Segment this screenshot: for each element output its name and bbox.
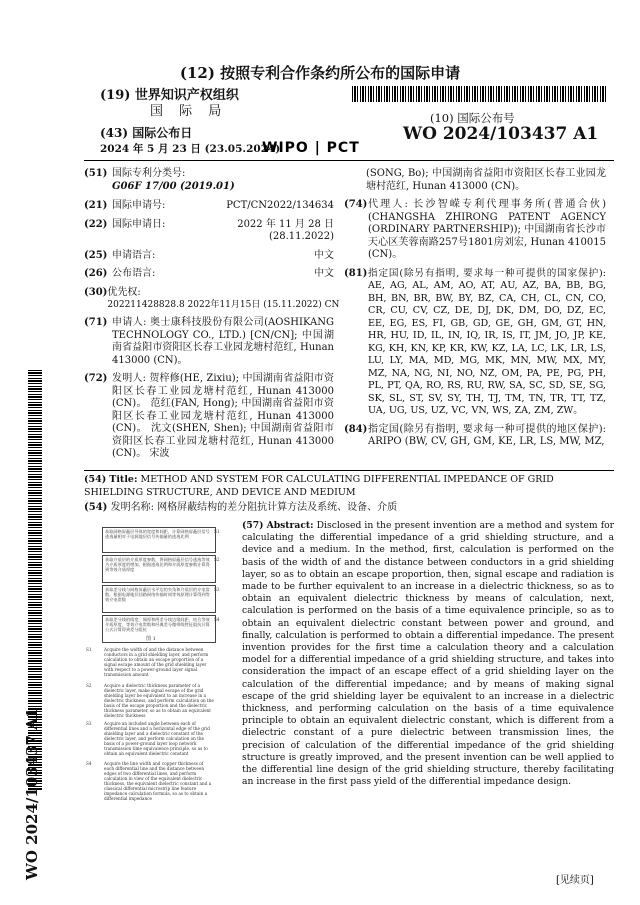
step-text: Acquire the width of and the distance between conductors in a grid shielding layer, and perform calculation to obtain an escape proportion of a signal escape amount of the grid shielding layer with respect to a power-ground layer signal transmission amount bbox=[104, 647, 209, 677]
publication-number-label: (10) 国际公布号 bbox=[430, 111, 515, 125]
field-84 bbox=[344, 424, 606, 449]
field-value: 长沙智嵘专利代理事务所(普通合伙) (CHANGSHA ZHIRONG PATENT AGENCY (ORDINARY PARTNERSHIP)); 中国湖南省长沙市天心区芙蓉南路257号1801房刘宏, Hunan 410015 (CN)。 bbox=[368, 199, 606, 260]
field-label: 国际专利分类号: bbox=[112, 168, 186, 179]
left-field-column bbox=[84, 168, 340, 461]
flowchart-box-label: S4 bbox=[214, 617, 220, 622]
field-value: PCT/CN2022/134634 bbox=[226, 200, 334, 211]
flowchart-box-label: S3 bbox=[214, 587, 220, 592]
continued-on-next-page: [见续页] bbox=[556, 875, 594, 886]
flowchart-box bbox=[102, 585, 216, 613]
title-value: 网格屏蔽结构的差分阻抗计算方法及系统、设备、介质 bbox=[157, 502, 398, 513]
field-label: 发明人: bbox=[112, 373, 146, 384]
figure-caption: 图 1 bbox=[146, 636, 156, 642]
field-label: 申请语言: bbox=[112, 249, 156, 261]
field-label: 国际申请日: bbox=[112, 218, 166, 230]
field-code: (22) bbox=[84, 218, 108, 230]
field-code: (26) bbox=[84, 268, 108, 279]
field-code: (21) bbox=[84, 200, 108, 211]
flowchart-box bbox=[102, 615, 216, 643]
field-51 bbox=[84, 168, 334, 193]
step-id: S1 bbox=[86, 647, 92, 652]
field-value: 中文 bbox=[314, 268, 334, 279]
field-30 bbox=[84, 286, 340, 312]
field-code: (81) bbox=[344, 267, 368, 279]
field-value: 奥士康科技股份有限公司(AOSHIKANG TECHNOLOGY CO., LTD.) [CN/CN]; 中国湖南省益阳市资阳区长春工业园龙塘村范红, Hunan 413000 (CN)。 bbox=[112, 317, 334, 366]
step-id: S3 bbox=[86, 721, 92, 726]
title-label: 发明名称: bbox=[110, 502, 154, 513]
publication-date-label: (43) 国际公布日 bbox=[100, 126, 193, 140]
organization-name: (19) 世界知识产权组织 bbox=[100, 88, 239, 103]
field-code: (51) bbox=[84, 168, 108, 179]
flowchart-box bbox=[102, 555, 216, 583]
step-text: Acquire an included angle between each of differential lines and a horizontal edge of the grid shielding layer and a dielectric constant of the dielectric layer, and perform calculation on the basis of a power-ground layer loop network transmission time equivalence principle, so as to obtain an equivalent dielectric constant bbox=[104, 721, 210, 756]
title-divider bbox=[84, 470, 614, 471]
field-22 bbox=[84, 219, 334, 244]
field-value: 202211428828.8 2022年11月15日 (15.11.2022) CN bbox=[107, 300, 340, 310]
field-code: (74) bbox=[344, 199, 368, 210]
header-divider bbox=[84, 160, 614, 161]
side-publication-number-text: WO 2024/103437 A1 bbox=[23, 707, 41, 880]
field-code: (71) bbox=[84, 317, 108, 328]
field-value: G06F 17/00 (2019.01) bbox=[112, 180, 235, 192]
side-publication-number bbox=[23, 707, 47, 880]
field-value: AE, AG, AL, AM, AO, AT, AU, AZ, BA, BB, BG, BH, BN, BR, BW, BY, BZ, CA, CH, CL, CN, CO, CR, CU, CV, CZ, DE, DJ, DK, DM, DO, DZ, EC, EE, EG, ES, FI, GB, GD, GE, GH, GM, GT, HN, HR, HU, ID, IL, IN, IQ, IR, IS, IT, JM, JO, JP, KE, KG, KH, KN, KP, KR, KW, KZ, LA, LC, LK, LR, LS, LU, LY, MA, MD, MG, MK, MN, MW, MX, MY, MZ, NA, NG, NI, NO, NZ, OM, PA, PE, PG, PH, PL, PT, QA, RO, RS, RU, RW, SA, SC, SD, SE, SG, SK, SL, ST, SV, SY, TH, TJ, TM, TN, TR, TT, TZ, UA, UG, US, UZ, VC, VN, WS, ZA, ZM, ZW。 bbox=[368, 280, 606, 416]
title-code: (54) bbox=[84, 502, 108, 513]
field-71 bbox=[84, 317, 334, 367]
title-english bbox=[84, 474, 612, 499]
field-label: 指定国(除另有指明, 要求每一种可提供的地区保护): bbox=[368, 423, 606, 435]
field-code: (84) bbox=[344, 423, 368, 435]
publication-date: 2024 年 5 月 23 日 (23.05.2024) bbox=[100, 143, 281, 155]
field-81 bbox=[344, 268, 606, 418]
field-26 bbox=[84, 268, 334, 281]
field-value: ARIPO (BW, CV, GH, GM, KE, LR, LS, MW, MZ, bbox=[368, 436, 605, 447]
field-21 bbox=[84, 200, 334, 213]
field-value: 2022 年 11 月 28 日 (28.11.2022) bbox=[237, 218, 334, 242]
field-value: 贺梓修(HE, Zixiu); 中国湖南省益阳市资阳区长春工业园龙塘村范红, Hunan 413000 (CN)。 范红(FAN, Hong); 中国湖南省益阳市资阳区长春工业园龙塘村范红, Hunan 413000 (CN)。 沈文(SHEN, Shen); 中国湖南省益阳市资阳区长春工业园龙塘村范红, Hunan 413000 (CN)。 宋波 bbox=[112, 373, 334, 459]
field-code: (25) bbox=[84, 249, 108, 261]
field-72-continued bbox=[344, 168, 606, 193]
wipo-logo-icon bbox=[262, 137, 366, 157]
publication-number: WO 2024/103437 A1 bbox=[403, 124, 599, 144]
abstract-text: Disclosed in the present invention are a method and system for calculating the differential impedance of a grid shielding structure, and a device and a medium. In the method, first, calculation is performed on the basis of the width of and the distance between conductors in a grid shielding layer, so as to obtain an escape proportion, then, signal escape and radiation is made to be further equivalent to an increase in a dielectric thickness, so as to obtain an equivalent dielectric thickness by means of calculation, next, calculation is performed on the basis of a time equivalence principle, so as to obtain an equivalent dielectric constant between power and ground, and finally, calculation is performed to obtain a differential impedance. The present invention provides for the first time a calculation theory and a calculation model for a differential impedance of a grid shielding structure, and takes into consideration the impact of an escape effect of a grid shielding layer on the calculation of the differential impedance; and by means of making signal escape of the grid shielding layer be equivalent to an increase in a dielectric thickness, and performing calculation on the basis of a time equivalence principle to obtain an equivalent dielectric constant, which is different from a dielectric constant of a pure dielectric between transmission lines, the precision of calculation of the differential impedance of the grid shielding structure is greatly improved, and the present invention can be well applied to the differential line design of the grid shielding structure, thereby facilitating an increase in the first pass yield of the differential impedance design. bbox=[242, 520, 615, 788]
field-label: 指定国(除另有指明, 要求每一种可提供的国家保护): bbox=[368, 267, 606, 279]
step-id: S4 bbox=[86, 761, 92, 766]
field-value: 中文 bbox=[314, 249, 334, 261]
field-72 bbox=[84, 373, 334, 461]
flowchart-box bbox=[102, 527, 216, 553]
field-74 bbox=[344, 199, 606, 262]
field-label: 国际申请号: bbox=[112, 200, 166, 211]
step-text: Acquire a dielectric thickness parameter of a dielectric layer, make signal escape of the grid shielding layer be equivalent to an increase in a dielectric thickness, and perform calculation on the basis of the escape proportion and the dielectric thickness parameter, so as to obtain an equivalent dielectric thickness bbox=[104, 683, 214, 718]
title-chinese bbox=[84, 502, 612, 515]
top-barcode-icon bbox=[352, 86, 606, 102]
abstract-label: Abstract: bbox=[266, 520, 314, 531]
title-label: Title: bbox=[109, 474, 138, 485]
document-kind-title: (12) 按照专利合作条约所公布的国际申请 bbox=[179, 64, 461, 82]
step-text: Acquire the line width and copper thickness of each differential line and the distance between edges of two differential lines, and perform calculation in view of the equivalent dielectric thickness, the equivalent dielectric constant and a classical differential microstrip line feature impedance calculation formula, so as to obtain a differential impedance bbox=[104, 761, 212, 801]
field-code: (72) bbox=[84, 373, 108, 384]
wipo-logo-text: WIPO | PCT bbox=[262, 140, 360, 156]
field-label: 优先权: bbox=[107, 286, 141, 298]
step-id: S2 bbox=[86, 683, 92, 688]
title-code: (54) bbox=[84, 474, 107, 485]
field-value: (SONG, Bo); 中国湖南省益阳市资阳区长春工业园龙塘村范红, Hunan 413000 (CN)。 bbox=[366, 168, 606, 192]
abstract bbox=[242, 520, 614, 788]
abstract-figure bbox=[86, 525, 234, 810]
flowchart-box-label: S1 bbox=[214, 529, 220, 534]
title-value: METHOD AND SYSTEM FOR CALCULATING DIFFERENTIAL IMPEDANCE OF GRID SHIELDING STRUCTURE, AND DEVICE AND MEDIUM bbox=[84, 474, 554, 498]
field-25 bbox=[84, 250, 334, 263]
field-code bbox=[344, 168, 366, 193]
flowchart-box-text: 获取差分线与网格屏蔽层水平边的夹角和介质层的介电常数，根据电源地层回路网络传输时间等效原理计算得到等效介电常数 bbox=[105, 587, 210, 602]
field-label: 代理人: bbox=[368, 199, 408, 210]
flowchart-box-label: S2 bbox=[214, 557, 220, 562]
bureau-name: 国 际 局 bbox=[150, 104, 228, 119]
right-field-column bbox=[344, 168, 606, 449]
field-code: (30) bbox=[84, 286, 108, 298]
flowchart-box-text: 获取介质层的介质厚度参数，将网格屏蔽层信号逃逸等效为介质厚度的增加，根据逃逸比例和介质厚度参数计算得到等效介质厚度 bbox=[105, 557, 210, 572]
wipo-pct-logo bbox=[262, 137, 366, 157]
flowchart-box-text: 获取差分线的线宽、铜厚和两差分线边缘间距，结合等效介质厚度、等效介电常数和经典差分微带线特征阻抗计算公式计算得到差分阻抗 bbox=[105, 617, 210, 632]
field-label: 申请人: bbox=[112, 317, 147, 328]
field-label: 公布语言: bbox=[112, 268, 156, 279]
flowchart-box-text: 获取网格屏蔽层导体的宽度和间距，计算网格屏蔽层信号逃逸量相对于电源地层信号传输量的逃逸比例 bbox=[105, 529, 210, 539]
abstract-code: (57) bbox=[242, 520, 264, 531]
